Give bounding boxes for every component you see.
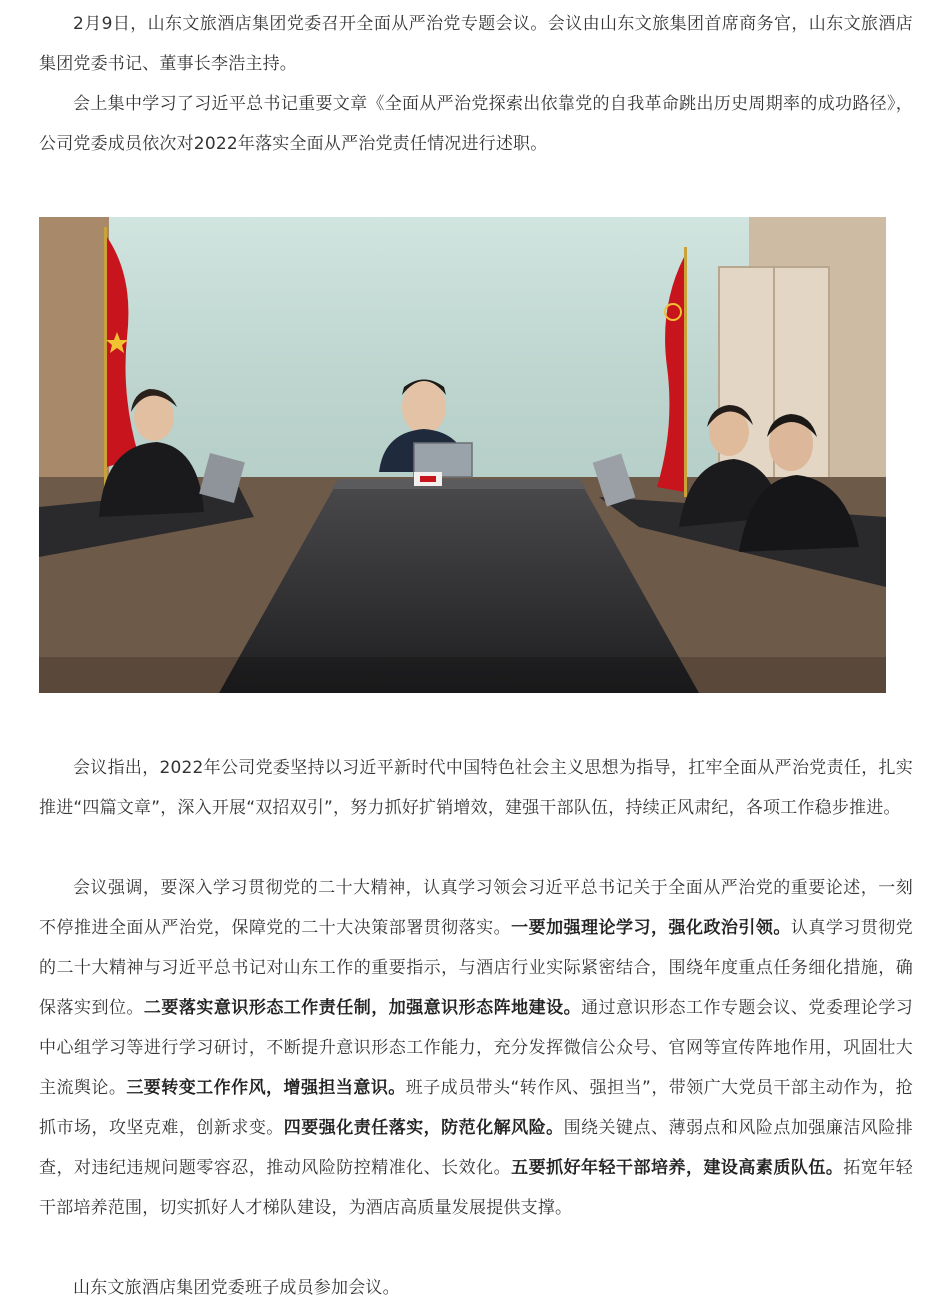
emphasis-intro: 会议强调，要深入学习贯彻党的二十大精神，认真学习领会习近平总书记关于全面从严治党的重要论述，一刻不停推进全面从严治党，保障党的二十大决策部署贯彻落实。	[39, 878, 913, 938]
emphasis-heading-5: 五要抓好年轻干部培养，建设高素质队伍。	[511, 1158, 844, 1178]
emphasis-text-4: 围绕关键点、薄弱点和风险点加强廉洁风险排查，对违纪违规问题零容忍，推动风险防控精准化、长效化。	[39, 1118, 913, 1178]
emphasis-text-3: 班子成员带头“转作风、强担当”，带领广大党员干部主动作为，抢抓市场，攻坚克难，创新求变。	[39, 1078, 914, 1138]
emphasis-heading-2: 二要落实意识形态工作责任制，加强意识形态阵地建设。	[143, 998, 582, 1018]
emphasis-heading-4: 四要强化责任落实，防范化解风险。	[283, 1118, 564, 1138]
emphasis-text-2: 通过意识形态工作专题会议、党委理论学习中心组学习等进行学习研讨，不断提升意识形态工作能力，充分发挥微信公众号、官网等宣传阵地作用，巩固壮大主流舆论。	[39, 998, 913, 1098]
paragraph-attendees: 山东文旅酒店集团党委班子成员参加会议。	[73, 1278, 400, 1298]
emphasis-text-5: 拓宽年轻干部培养范围，切实抓好人才梯队建设，为酒店高质量发展提供支撑。	[39, 1158, 913, 1218]
paragraph-meeting-intro: 2月9日，山东文旅酒店集团党委召开全面从严治党专题会议。会议由山东文旅集团首席商务官，山东文旅酒店集团党委书记、董事长李浩主持。	[39, 14, 913, 74]
paragraph-study-session: 会上集中学习了习近平总书记重要文章《全面从严治党探索出依靠党的自我革命跳出历史周期率的成功路径》，公司党委成员依次对2022年落实全面从严治党责任情况进行述职。	[39, 94, 913, 154]
emphasis-heading-3: 三要转变工作作风，增强担当意识。	[126, 1078, 406, 1098]
emphasis-heading-1: 一要加强理论学习，强化政治引领。	[511, 918, 791, 938]
paragraph-meeting-emphasis	[39, 868, 913, 1228]
meeting-photo	[39, 217, 886, 693]
emphasis-text-1: 认真学习贯彻党的二十大精神与习近平总书记对山东工作的重要指示，与酒店行业实际紧密结合，围绕年度重点任务细化措施，确保落实到位。	[39, 918, 913, 1018]
paragraph-meeting-points: 会议指出，2022年公司党委坚持以习近平新时代中国特色社会主义思想为指导，扛牢全面从严治党责任，扎实推进“四篇文章”，深入开展“双招双引”，努力抓好扩销增效，建强干部队伍，持续正风肃纪，各项工作稳步推进。	[39, 758, 913, 818]
